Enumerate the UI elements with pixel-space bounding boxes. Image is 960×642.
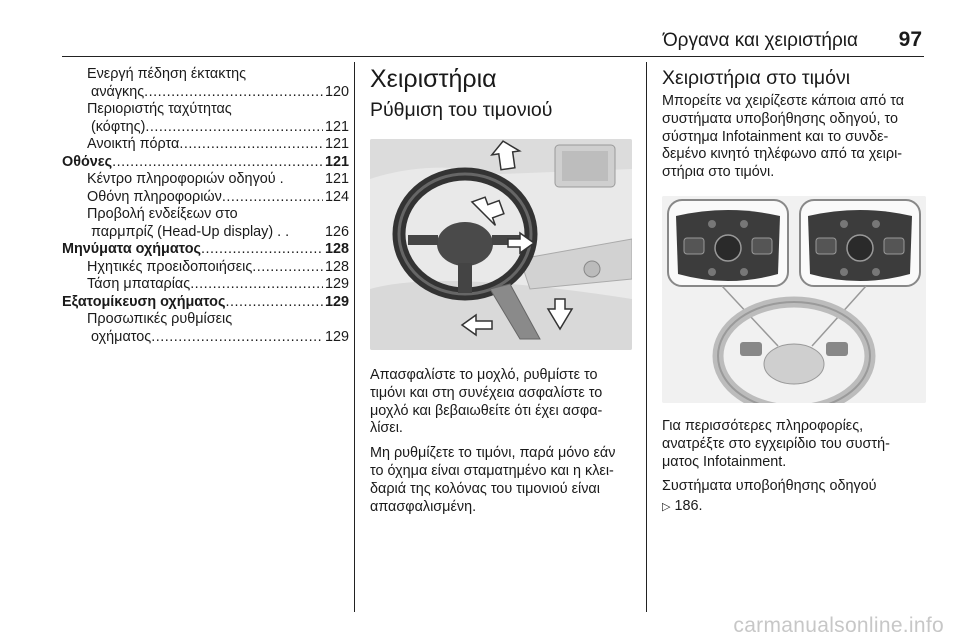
toc-section-page: 128 [324, 241, 349, 257]
page-reference[interactable] [662, 498, 926, 517]
toc-entry[interactable] [62, 259, 349, 277]
steering-controls-section [662, 66, 926, 515]
steering-wheel-drawing [370, 139, 632, 350]
reference-label: Συστήματα υποβοήθησης οδηγού [662, 478, 877, 495]
paragraph [662, 478, 926, 496]
toc-entry-label: Οθόνη πληροφοριών [87, 188, 222, 205]
toc-entry-page: 121 [324, 118, 349, 135]
toc-section[interactable] [62, 154, 349, 172]
chapter-title: Όργανα και χειριστήρια [662, 30, 858, 51]
steering-controls-illustration [662, 196, 926, 403]
toc-entry[interactable] [62, 84, 349, 102]
column-divider-right [646, 62, 647, 612]
toc-entry-text: Προσωπικές ρυθμίσεις [87, 311, 233, 327]
toc-entry-label: οχήματος [91, 328, 152, 345]
table-of-contents [62, 66, 349, 346]
toc-entry[interactable] [62, 224, 349, 242]
page-number: 97 [898, 28, 922, 51]
toc-entry-label: ανάγκης [91, 83, 145, 100]
paragraph: Απασφαλίστε το μοχλό, ρυθμίστε το τιμόνι και στη συνέχεια ασφαλίστε το μοχλό και βεβαιωθείτε ότι έχει ασφα- λίσει. [370, 367, 603, 437]
steering-wheel-illustration [370, 139, 632, 350]
column-divider-left [354, 62, 355, 612]
toc-entry[interactable] [62, 136, 349, 154]
watermark: carmanualsonline.info [733, 614, 944, 637]
toc-entry-text: Περιοριστής ταχύτητας [87, 101, 232, 117]
subsection-heading: Ρύθμιση του τιμονιού [370, 99, 553, 121]
toc-section[interactable] [62, 241, 349, 259]
toc-section-label: Εξατομίκευση οχήματος [62, 293, 226, 310]
arrow-right-icon: ▷ [662, 501, 671, 514]
steering-controls-drawing [662, 196, 926, 403]
steering-adjustment-section [370, 64, 632, 515]
toc-entry-page: 124 [324, 188, 349, 205]
toc-entry-page: 120 [324, 83, 349, 100]
toc-entry-page: 126 [324, 223, 349, 240]
toc-entry-label: Ανοικτή πόρτα [87, 136, 180, 152]
toc-entry-text: Προβολή ενδείξεων στο [87, 206, 238, 222]
steering-text [370, 367, 632, 523]
section-heading: Χειριστήρια [370, 65, 497, 93]
toc-entry-page: 121 [324, 136, 349, 152]
toc-entry-page: 128 [324, 258, 349, 275]
toc-entry[interactable] [62, 276, 349, 294]
toc-section-label: Μηνύματα οχήματος [62, 241, 201, 257]
reference-page: 186. [674, 498, 703, 515]
toc-entry-page: 129 [324, 276, 349, 292]
page-header [62, 28, 924, 57]
paragraph: Μη ρυθμίζετε το τιμόνι, παρά μόνο εάν το όχημα είναι σταματημένο και η κλει- δαριά της κολόνας του τιμονιού είναι απασφαλισμένη. [370, 445, 616, 515]
controls-text [662, 418, 926, 524]
toc-section-label: Οθόνες [62, 153, 113, 170]
toc-entry[interactable] [62, 329, 349, 347]
toc-entry[interactable] [62, 119, 349, 137]
toc-entry-page: 121 [324, 171, 349, 187]
toc-entry-label: Κέντρο πληροφοριών οδηγού . [87, 171, 284, 187]
paragraph: Για περισσότερες πληροφορίες, ανατρέξτε στο εγχειρίδιο του συστή- ματος Infotainment. [662, 418, 890, 470]
toc-section-page: 121 [324, 153, 349, 170]
toc-entry[interactable] [62, 189, 349, 207]
toc-entry-label: Τάση μπαταρίας [87, 276, 191, 292]
toc-entry-label: παρμπρίζ (Head-Up display) . . [91, 223, 290, 240]
paragraph: Μπορείτε να χειρίζεστε κάποια από τα συστήματα υποβοήθησης οδηγού, το σύστημα Infotainment και το συνδε- δεμένο κινητό τηλέφωνο από τα χειρι- στήρια στο τιμόνι. [662, 93, 905, 181]
toc-entry-label: Ηχητικές προειδοποιήσεις [87, 258, 253, 275]
toc-entry-text: Ενεργή πέδηση έκτακτης [87, 66, 247, 82]
toc-section[interactable] [62, 294, 349, 312]
toc-entry-page: 129 [324, 328, 349, 345]
section-heading: Χειριστήρια στο τιμόνι [662, 67, 851, 89]
toc-entry[interactable] [62, 171, 349, 189]
toc-section-page: 129 [324, 293, 349, 310]
toc-entry-label: (κόφτης) [91, 118, 146, 135]
